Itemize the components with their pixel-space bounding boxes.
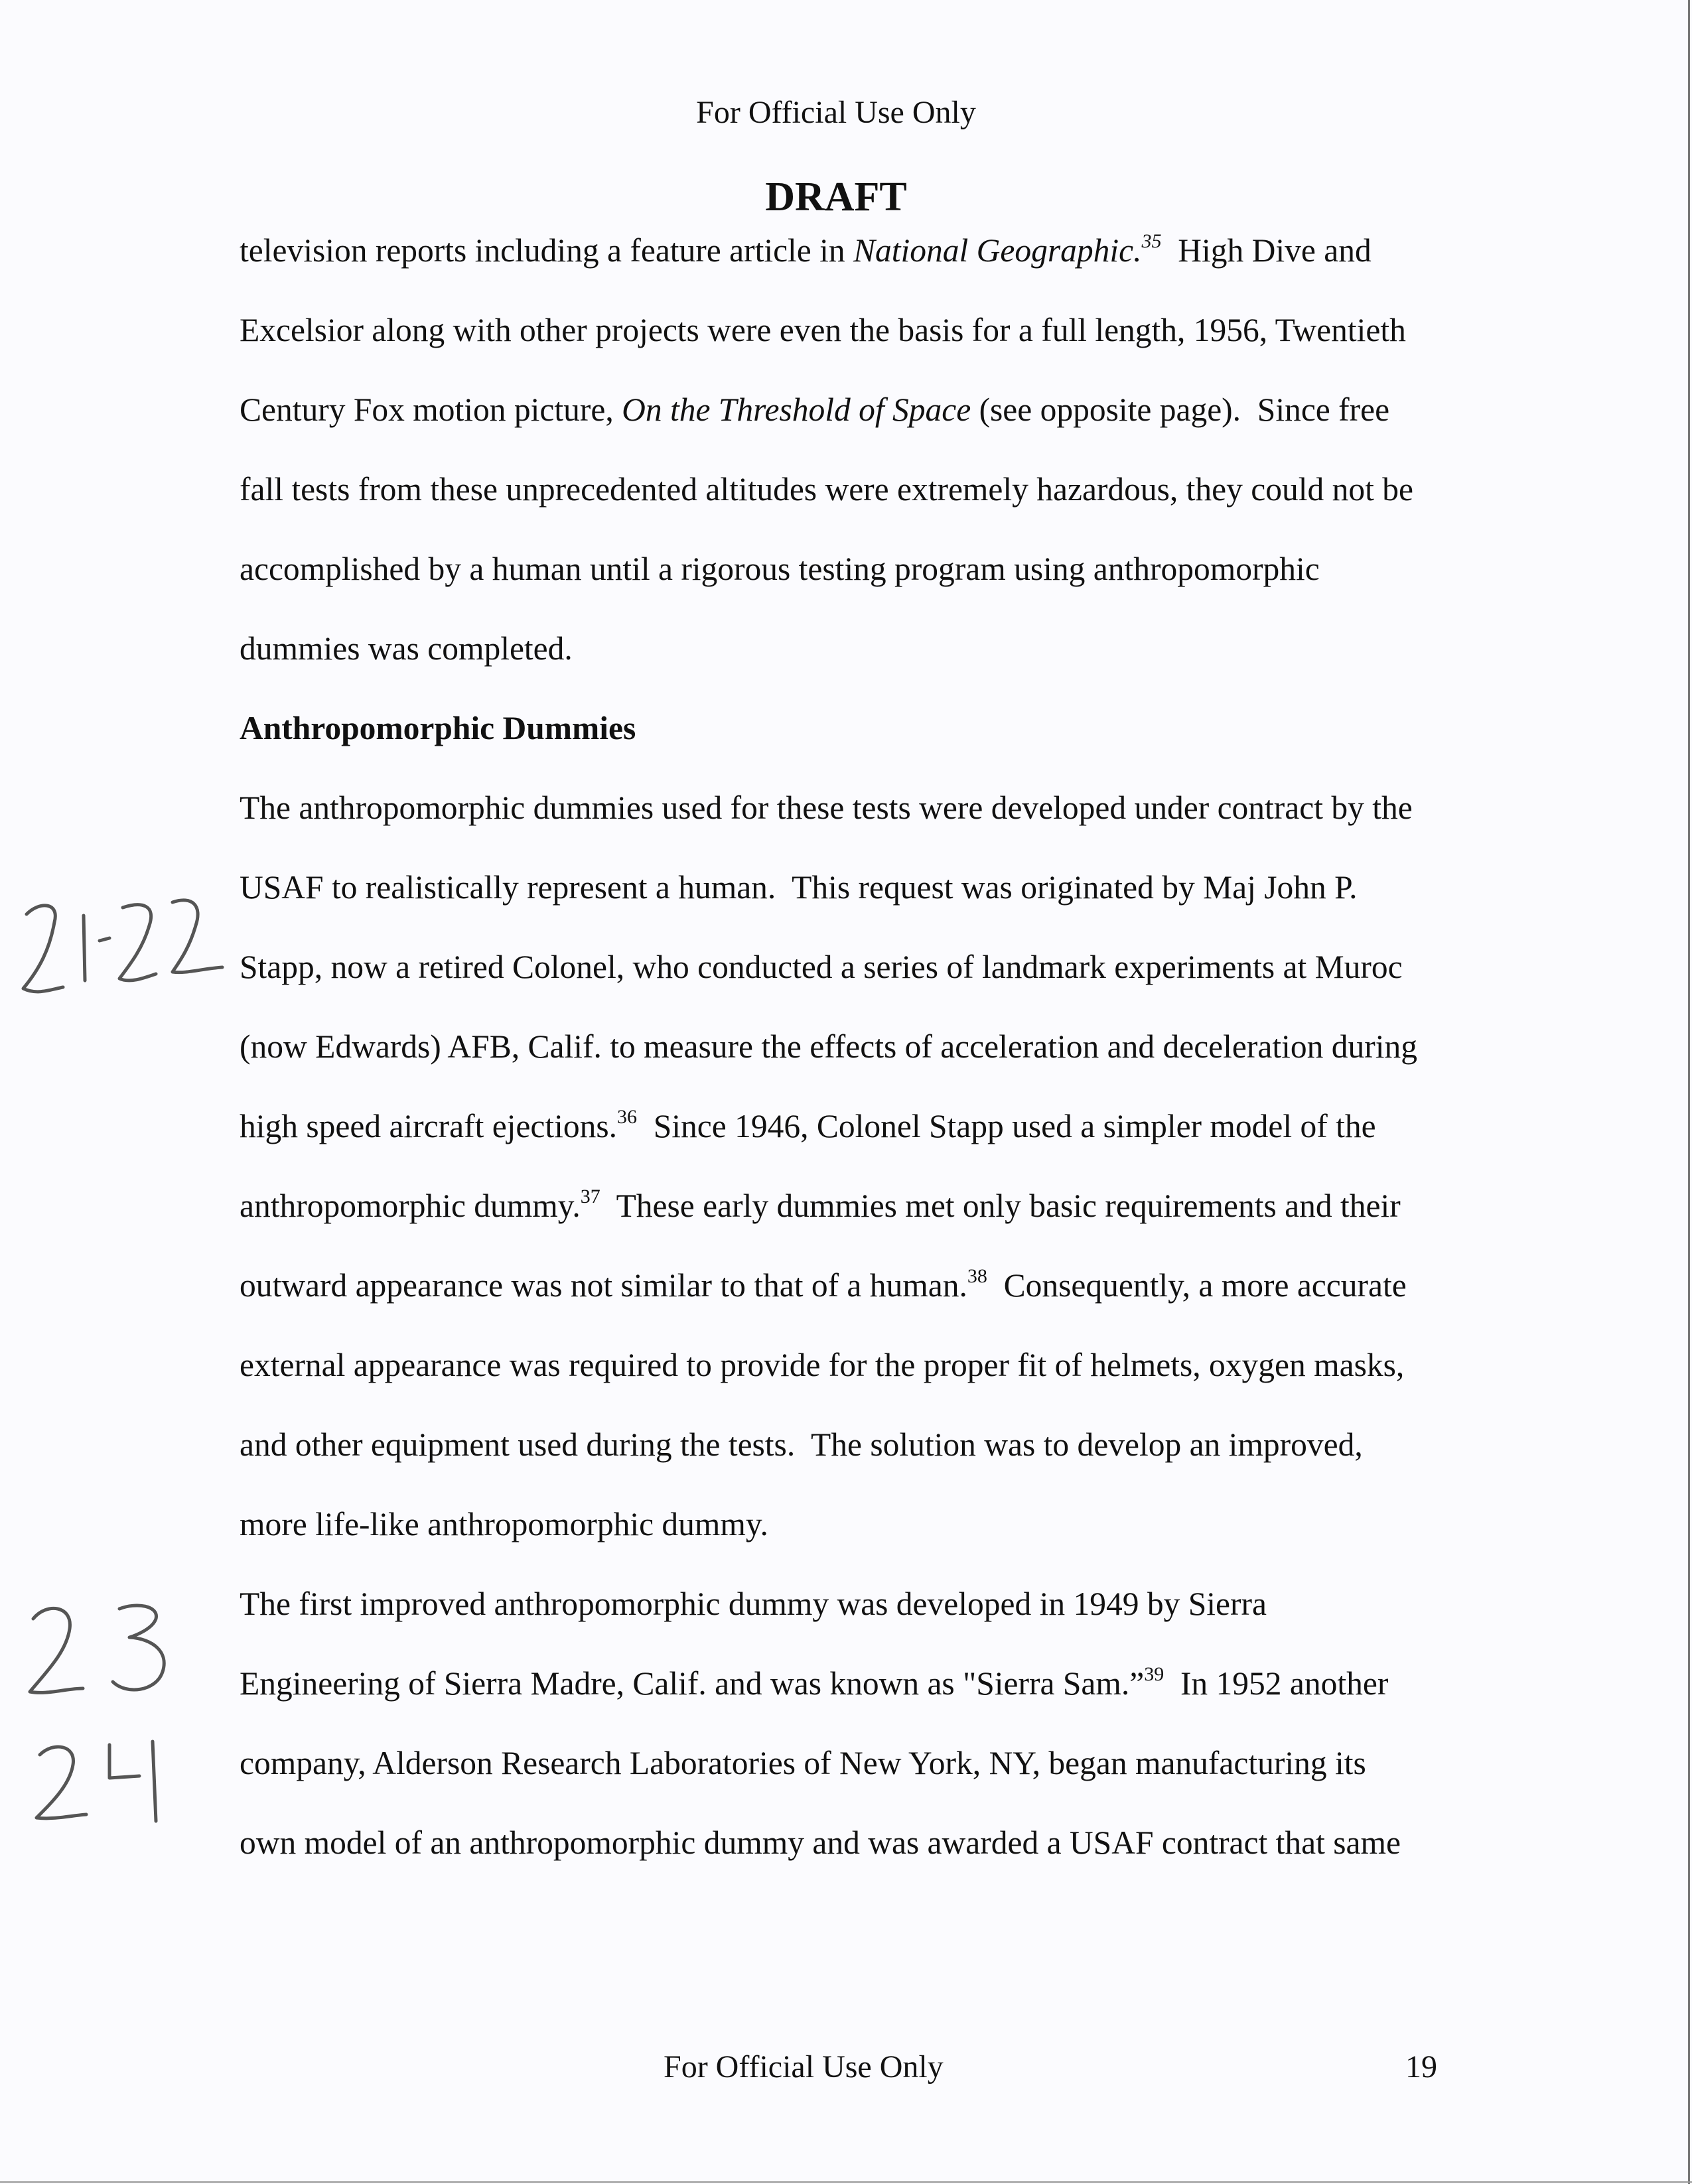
text-line [240, 211, 1500, 291]
handwritten-note-24 [30, 1735, 176, 1828]
text-segment: television reports including a feature article in [240, 232, 854, 269]
text-line [240, 609, 1500, 689]
text-segment: In 1952 another [1164, 1665, 1389, 1702]
text-segment: Stapp, now a retired Colonel, who conducted a series of landmark experiments at Muroc [240, 949, 1403, 985]
text-line [240, 291, 1500, 370]
text-line [240, 927, 1500, 1007]
text-segment: anthropomorphic dummy. [240, 1188, 581, 1224]
header-classification: For Official Use Only [696, 95, 976, 130]
text-line [240, 1564, 1500, 1644]
text-line [240, 1007, 1500, 1087]
text-line [240, 1485, 1500, 1564]
text-segment: external appearance was required to provide for the proper fit of helmets, oxygen masks, [240, 1347, 1405, 1383]
text-line [240, 1246, 1500, 1326]
text-line [240, 450, 1500, 529]
body-text [240, 211, 1500, 1883]
text-line [240, 768, 1500, 848]
footnote-ref: 39 [1144, 1663, 1164, 1685]
text-line [240, 1166, 1500, 1246]
text-segment: Anthropomorphic Dummies [240, 710, 636, 746]
text-line [240, 1087, 1500, 1166]
text-line [240, 1803, 1500, 1883]
text-line [240, 848, 1500, 927]
text-segment: accomplished by a human until a rigorous testing program using anthropomorphic [240, 551, 1320, 587]
text-line [240, 370, 1500, 450]
text-segment: Excelsior along with other projects were even the basis for a full length, 1956, Twentieth [240, 312, 1406, 348]
text-segment: The anthropomorphic dummies used for these tests were developed under contract by the [240, 789, 1413, 826]
footer-classification: For Official Use Only [664, 2049, 944, 2084]
footnote-ref: 35 [1141, 230, 1162, 252]
text-line [240, 1405, 1500, 1485]
footnote-ref: 37 [580, 1185, 600, 1207]
text-segment: dummies was completed. [240, 630, 573, 667]
scan-edge [1688, 0, 1690, 2184]
text-segment: Engineering of Sierra Madre, Calif. and was known as "Sierra Sam.” [240, 1665, 1145, 1702]
page-number: 19 [1405, 2049, 1437, 2084]
text-line [240, 1724, 1500, 1803]
italic-title: National Geographic. [853, 232, 1142, 269]
text-segment: Consequently, a more accurate [987, 1267, 1407, 1304]
text-segment: more life-like anthropomorphic dummy. [240, 1506, 768, 1542]
text-segment: High Dive and [1161, 232, 1372, 269]
text-segment: and other equipment used during the tests. The solution was to develop an improved, [240, 1426, 1363, 1463]
text-segment: (now Edwards) AFB, Calif. to measure the effects of acceleration and deceleration during [240, 1028, 1417, 1065]
handwritten-note-21-22 [13, 896, 232, 1002]
text-segment: USAF to realistically represent a human. This request was originated by Maj John P. [240, 869, 1358, 906]
section-heading [240, 689, 1500, 768]
text-segment: fall tests from these unprecedented altitudes were extremely hazardous, they could not be [240, 471, 1413, 508]
scan-edge [0, 2181, 1692, 2183]
text-segment: These early dummies met only basic requirements and their [600, 1188, 1401, 1224]
footnote-ref: 38 [967, 1264, 987, 1287]
text-segment: high speed aircraft ejections. [240, 1108, 618, 1144]
text-segment: own model of an anthropomorphic dummy and was awarded a USAF contract that same [240, 1824, 1401, 1861]
footnote-ref: 36 [617, 1105, 638, 1128]
text-line [240, 1644, 1500, 1724]
text-line [240, 1326, 1500, 1405]
text-segment: company, Alderson Research Laboratories of New York, NY, began manufacturing its [240, 1745, 1366, 1781]
text-segment: The first improved anthropomorphic dummy was developed in 1949 by Sierra [240, 1586, 1267, 1622]
text-segment: Since 1946, Colonel Stapp used a simpler model of the [637, 1108, 1376, 1144]
draft-label: DRAFT [765, 174, 907, 220]
text-line [240, 529, 1500, 609]
handwritten-note-23 [20, 1599, 179, 1705]
text-segment: (see opposite page). Since free [971, 391, 1390, 428]
text-segment: outward appearance was not similar to that of a human. [240, 1267, 967, 1304]
italic-title: On the Threshold of Space [622, 391, 971, 428]
text-segment: Century Fox motion picture, [240, 391, 622, 428]
